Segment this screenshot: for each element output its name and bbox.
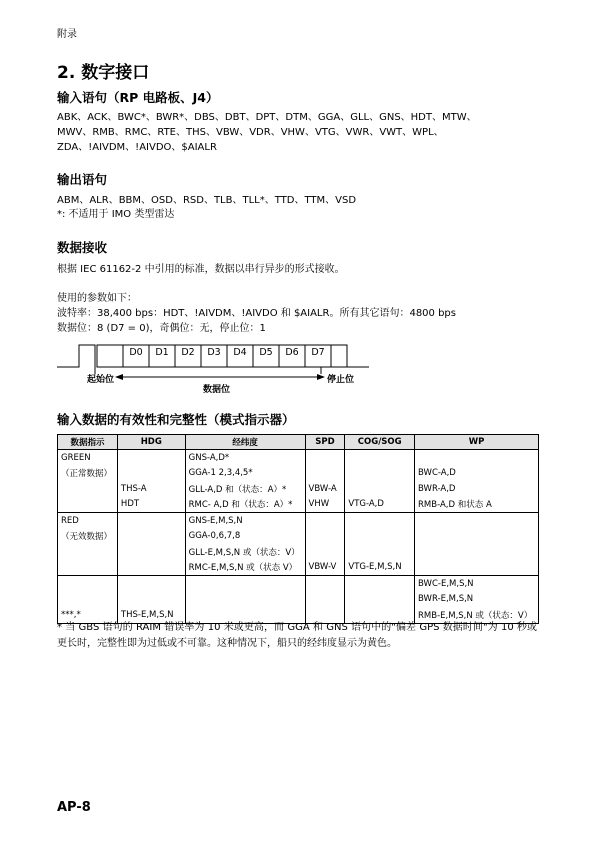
table-cell: VTG-E,M,S,N [345,560,415,576]
params-title: 使用的参数如下： [57,293,137,304]
table-row [58,576,539,592]
table-cell: GGA-0,6,7,8 [185,529,305,545]
output-sentences-heading: 输出语句 [57,172,108,187]
table-cell [117,513,185,529]
table-row [58,450,539,466]
input-sentences-line-1: ABK、ACK、BWC*、BWR*、DBS、DBT、DPT、DTM、GGA、GLL、GNS、HDT、MTW、 [57,112,477,123]
table-cell: BWC-A,D [415,466,539,482]
table-cell [58,497,118,513]
table-cell [415,560,539,576]
stop-bit-label: 停止位 [327,375,355,385]
table-cell: GGA-1 2,3,4,5* [185,466,305,482]
table-cell: （正常数据） [58,466,118,482]
table-cell [117,466,185,482]
table-cell [185,592,305,608]
table-cell [345,513,415,529]
table-cell [305,576,345,592]
table-cell: RMC-E,M,S,N 或（状态 V） [185,560,305,576]
bit-d1: D1 [155,347,169,358]
table-cell [117,450,185,466]
table-header-row [58,435,539,450]
input-sentences-line-3: ZDA、!AIVDM、!AIVDO、$AIALR [57,142,217,153]
bit-d2: D2 [181,347,195,358]
table-cell: HDT [117,497,185,513]
table-cell: RED [58,513,118,529]
table-cell [345,544,415,560]
bit-d7: D7 [311,347,325,358]
table-footnote: * 当 GBS 语句的 RAIM 错误率为 10 米或更高，而 GGA 和 GNS 语句中的"偏差 GPS 数据时间"为 10 秒或更长时，完整性即为过低或不可靠。这种情况下，船只的经纬度显示为黄色。 [57,622,537,649]
table-cell [415,450,539,466]
table-cell: THS-E,M,S,N [117,607,185,623]
table-cell [345,576,415,592]
section-title: 2. 数字接口 [57,63,150,83]
table-cell [117,529,185,545]
table-cell [305,529,345,545]
table-cell [345,466,415,482]
table-cell: RMB-E,M,S,N 或（状态：V） [415,607,539,623]
table-cell [305,592,345,608]
table-cell [185,576,305,592]
table-cell [117,544,185,560]
table-row [58,544,539,560]
table-cell [345,450,415,466]
table-cell [415,544,539,560]
table-cell: VBW-A [305,481,345,497]
table-cell: ***,* [58,607,118,623]
column-header: SPD [305,435,345,450]
table-cell: GLL-A,D 和（状态：A）* [185,481,305,497]
bit-d4: D4 [233,347,247,358]
table-cell [305,513,345,529]
column-header: WP [415,435,539,450]
table-row [58,466,539,482]
table-cell [58,576,118,592]
table-cell [58,481,118,497]
table-cell [345,592,415,608]
output-sentences-note: *: 不适用于 IMO 类型雷达 [57,209,175,220]
table-cell [117,592,185,608]
table-cell: （无效数据） [58,529,118,545]
column-header: HDG [117,435,185,450]
table-row [58,529,539,545]
table-cell [305,450,345,466]
input-sentences-heading: 输入语句（RP 电路板、J4） [57,90,219,105]
table-row [58,560,539,576]
table-cell: RMB-A,D 和状态 A [415,497,539,513]
table-cell [305,544,345,560]
data-bits-label: 数据位 [203,385,231,395]
table-cell [345,481,415,497]
column-header: COG/SOG [345,435,415,450]
table-row [58,481,539,497]
table-cell: VHW [305,497,345,513]
table-cell: BWC-E,M,S,N [415,576,539,592]
serial-frame-diagram [57,340,377,398]
table-cell: VBW-V [305,560,345,576]
table-cell [305,466,345,482]
table-cell: BWR-E,M,S,N [415,592,539,608]
table-cell: GNS-A,D* [185,450,305,466]
baud-rate-line: 波特率：38,400 bps：HDT、!AIVDM、!AIVDO 和 $AIALR。所有其它语句：4800 bps [57,308,456,319]
table-cell [117,576,185,592]
data-reception-paragraph: 根据 IEC 61162-2 中引用的标准，数据以串行异步的形式接收。 [57,264,345,275]
table-cell [415,529,539,545]
column-header: 经纬度 [185,435,305,450]
table-row [58,497,539,513]
table-cell: THS-A [117,481,185,497]
bit-d0: D0 [129,347,143,358]
table-cell: RMC- A,D 和（状态：A）* [185,497,305,513]
validity-heading: 输入数据的有效性和完整性（模式指示器） [57,412,295,427]
data-bits-line: 数据位：8 (D7 = 0)，奇偶位：无，停止位：1 [57,323,266,334]
column-header: 数据指示 [58,435,118,450]
input-sentences-line-2: MWV、RMB、RMC、RTE、THS、VBW、VDR、VHW、VTG、VWR、VWT、WPL、 [57,127,444,138]
bit-d3: D3 [207,347,221,358]
data-reception-heading: 数据接收 [57,240,108,255]
table-cell [415,513,539,529]
table-cell [58,592,118,608]
table-cell [58,544,118,560]
table-cell: VTG-A,D [345,497,415,513]
output-sentences-line: ABM、ALR、BBM、OSD、RSD、TLB、TLL*、TTD、TTM、VSD [57,195,357,206]
page-number: AP-8 [57,800,91,815]
mode-indicator-table [57,434,539,624]
table-row [58,592,539,608]
table-cell: GLL-E,M,S,N 或（状态：V） [185,544,305,560]
bit-d6: D6 [285,347,299,358]
table-cell: GREEN [58,450,118,466]
table-cell: BWR-A,D [415,481,539,497]
start-bit-label: 起始位 [87,375,115,385]
running-header: 附录 [57,29,77,40]
table-cell [58,560,118,576]
bit-d5: D5 [259,347,273,358]
table-row [58,513,539,529]
table-cell: GNS-E,M,S,N [185,513,305,529]
table-cell [345,529,415,545]
table-cell [117,560,185,576]
